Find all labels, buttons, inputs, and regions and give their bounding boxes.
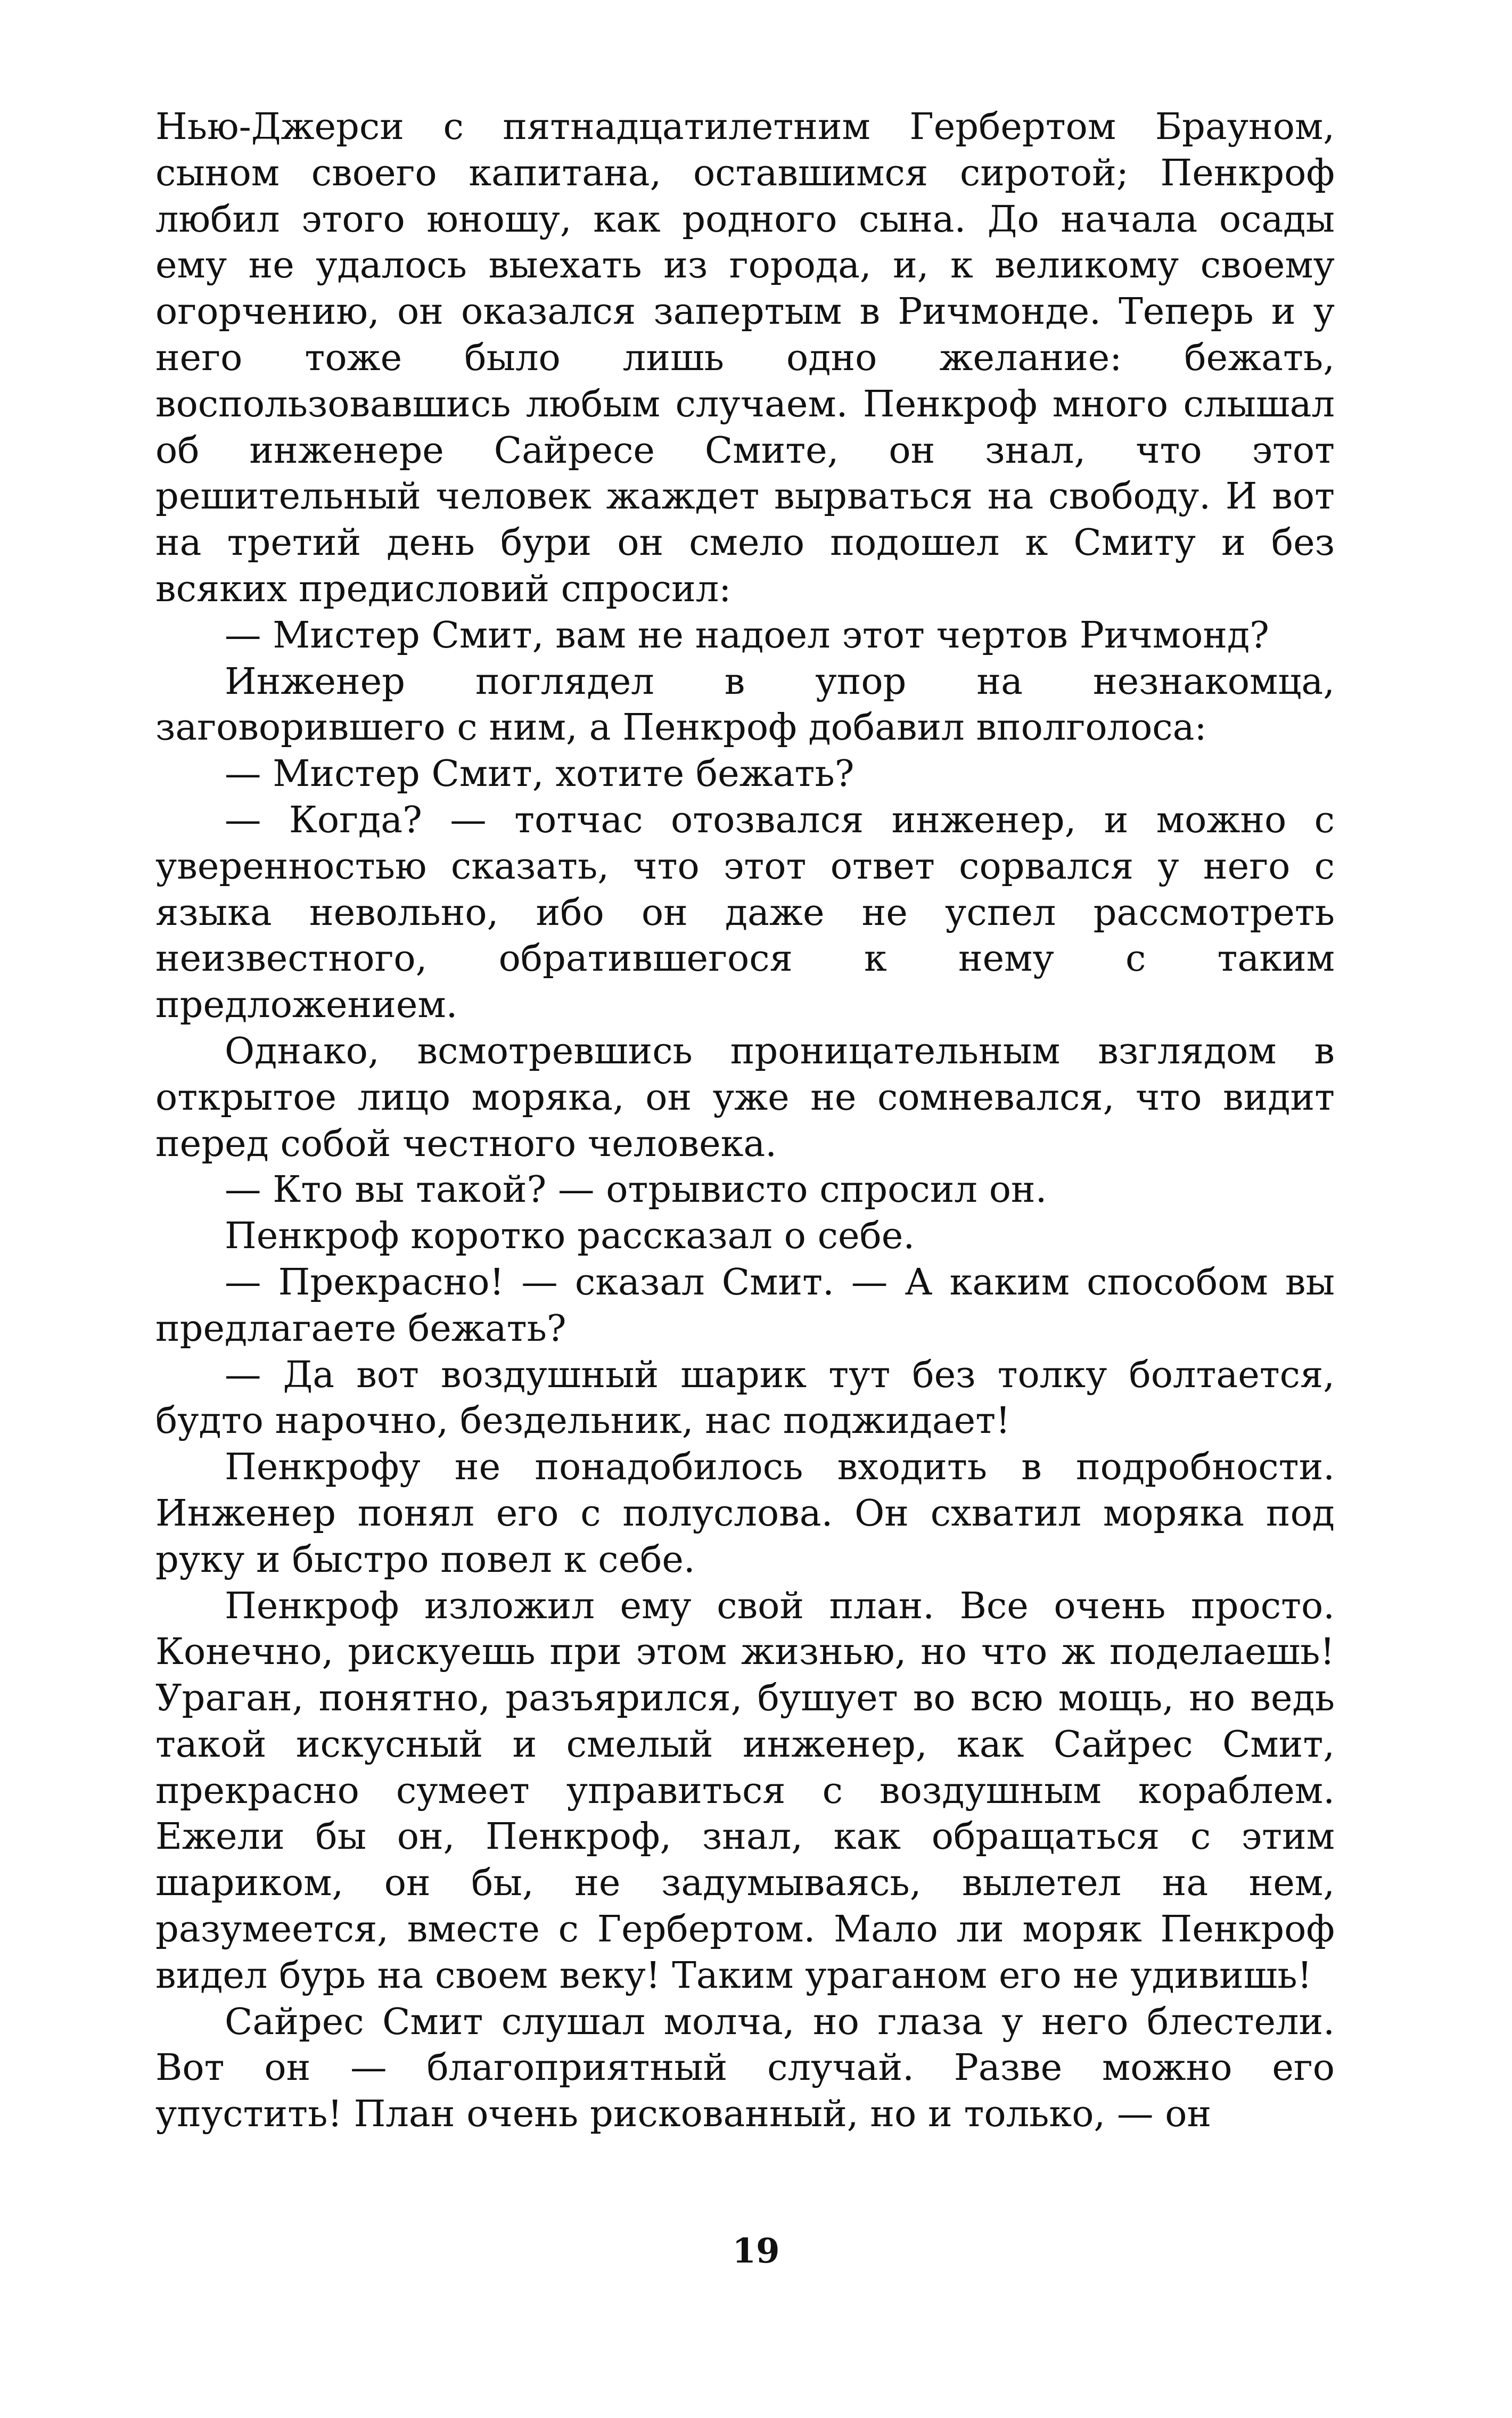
paragraph: Сайрес Смит слушал молча, но глаза у него блестели. Вот он — благоприятный случай. Разве можно его упустить! План очень рискованный, но и только, — он <box>155 2000 1335 2136</box>
paragraph: — Кто вы такой? — отрывисто спросил он. <box>225 1168 1047 1211</box>
paragraph: Однако, всмотревшись проницательным взглядом в открытое лицо моряка, он уже не сомневался, что видит перед собой честного человека. <box>155 1029 1335 1165</box>
text-column <box>155 104 1335 2137</box>
paragraph: — Прекрасно! — сказал Смит. — А каким способом вы предлагаете бежать? <box>155 1260 1335 1350</box>
page-number: 19 <box>732 2231 780 2271</box>
paragraph: Пенкроф коротко рассказал о себе. <box>225 1215 915 1258</box>
paragraph: — Мистер Смит, хотите бежать? <box>225 752 854 796</box>
paragraph: — Мистер Смит, вам не надоел этот чертов Ричмонд? <box>225 613 1269 657</box>
paragraph: — Да вот воздушный шарик тут без толку болтается, будто нарочно, бездельник, нас поджидает! <box>155 1353 1335 1442</box>
paragraph-continuation: Нью-Джерси с пятнадцатилетним Гербертом Брауном, сыном своего капитана, оставшимся сиротой; Пенкроф любил этого юношу, как родного сына. До начала осады ему не удалось выехать из города, и, к великому своему огорчению, он оказался запертым в Ричмонде. Теперь и у него тоже было лишь одно желание: бежать, воспользовавшись любым случаем. Пенкроф много слышал об инженере Сайресе Смите, он знал, что этот решительный человек жаждет вырваться на свободу. И вот на третий день бури он смело подошел к Смиту и без всяких предисловий спросил: <box>155 105 1335 610</box>
paragraph: Инженер поглядел в упор на незнакомца, заговорившего с ним, а Пенкроф добавил вполголоса: <box>155 660 1335 749</box>
paragraph: Пенкроф изложил ему свой план. Все очень просто. Конечно, рискуешь при этом жизнью, но что ж поделаешь! Ураган, понятно, разъярился, бушует во всю мощь, но ведь такой искусный и смелый инженер, как Сайрес Смит, прекрасно сумеет управиться с воздушным кораблем. Ежели бы он, Пенкроф, знал, как обращаться с этим шариком, он бы, не задумываясь, вылетел на нем, разумеется, вместе с Гербертом. Мало ли моряк Пенкроф видел бурь на своем веку! Таким ураганом его не удивишь! <box>155 1584 1335 1997</box>
paragraph: Пенкрофу не понадобилось входить в подробности. Инженер понял его с полуслова. Он схватил моряка под руку и быстро повел к себе. <box>155 1446 1335 1581</box>
paragraph: — Когда? — тотчас отозвался инженер, и можно с уверенностью сказать, что этот ответ сорвался у него с языка невольно, ибо он даже не успел рассмотреть неизвестного, обратившегося к нему с таким предложением. <box>155 798 1335 1027</box>
